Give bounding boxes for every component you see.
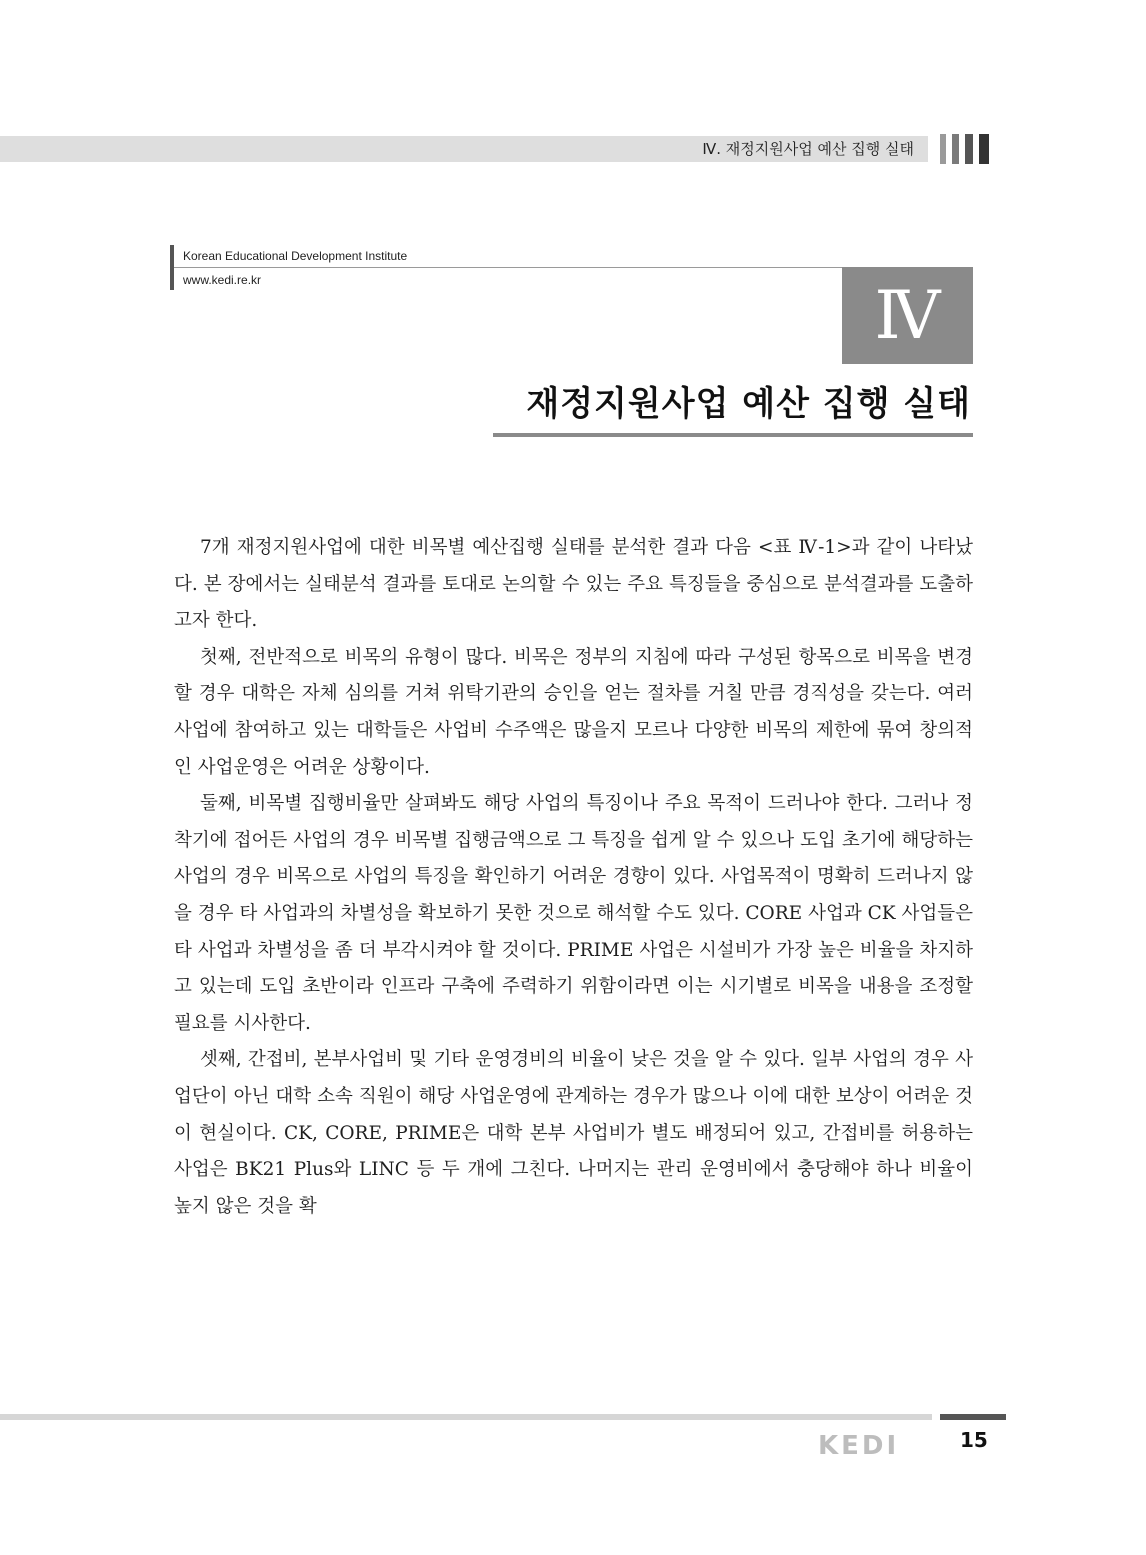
- page-number: 15: [960, 1428, 988, 1452]
- footer-rule: [0, 1414, 932, 1420]
- institute-name: Korean Educational Development Institute: [183, 249, 408, 263]
- institute-divider: [174, 267, 842, 268]
- paragraph-third: 셋째, 간접비, 본부사업비 및 기타 운영경비의 비율이 낮은 것을 알 수 있다. 일부 사업의 경우 사업단이 아닌 대학 소속 직원이 해당 사업운영에 관계하는 경우가 많으나 이에 대한 보상이 어려운 것이 현실이다. CK, CORE, PRIME은 대학 본부 사업비가 별도 배정되어 있고, 간접비를 허용하는 사업은 BK21 Plus와 LINC 등 두 개에 그친다. 나머지는 관리 운영비에서 충당해야 하나 비율이 높지 않은 것을 확: [174, 1049, 973, 1217]
- running-header-title: Ⅳ. 재정지원사업 예산 집행 실태: [702, 140, 914, 158]
- paragraph-second: 둘째, 비목별 집행비율만 살펴봐도 해당 사업의 특징이나 주요 목적이 드러나야 한다. 그러나 정착기에 접어든 사업의 경우 비목별 집행금액으로 그 특징을 쉽게 알 수 있으나 도입 초기에 해당하는 사업의 경우 비목으로 사업의 특징을 확인하기 어려운 경향이 있다. 사업목적이 명확히 드러나지 않을 경우 타 사업과의 차별성을 확보하기 못한 것으로 해석할 수도 있다. CORE 사업과 CK 사업들은 타 사업과 차별성을 좀 더 부각시켜야 할 것이다. PRIME 사업은 시설비가 가장 높은 비율을 차지하고 있는데 도입 초반이라 인프라 구축에 주력하기 위함이라면 이는 시기별로 비목을 내용을 조정할 필요를 시사한다.: [174, 793, 973, 1034]
- body-text: [174, 530, 973, 1225]
- paragraph-intro: 7개 재정지원사업에 대한 비목별 예산집행 실태를 분석한 결과 다음 <표 Ⅳ-1>과 같이 나타났다. 본 장에서는 실태분석 결과를 토대로 논의할 수 있는 주요 특징들을 중심으로 분석결과를 도출하고자 한다.: [174, 537, 973, 632]
- chapter-title: 재정지원사업 예산 집행 실태: [526, 384, 971, 424]
- institute-url: www.kedi.re.kr: [183, 273, 262, 287]
- chapter-number-badge: Ⅳ: [842, 267, 973, 364]
- footer-tab: [940, 1414, 1006, 1420]
- chapter-title-underline: [493, 433, 973, 437]
- paragraph-first: 첫째, 전반적으로 비목의 유형이 많다. 비목은 정부의 지침에 따라 구성된 항목으로 비목을 변경할 경우 대학은 자체 심의를 거쳐 위탁기관의 승인을 얻는 절차를 거칠 만큼 경직성을 갖는다. 여러 사업에 참여하고 있는 대학들은 사업비 수주액은 많을지 모르나 다양한 비목의 제한에 묶여 창의적인 사업운영은 어려운 상황이다.: [174, 646, 973, 778]
- kedi-logo: KEDI: [818, 1431, 900, 1461]
